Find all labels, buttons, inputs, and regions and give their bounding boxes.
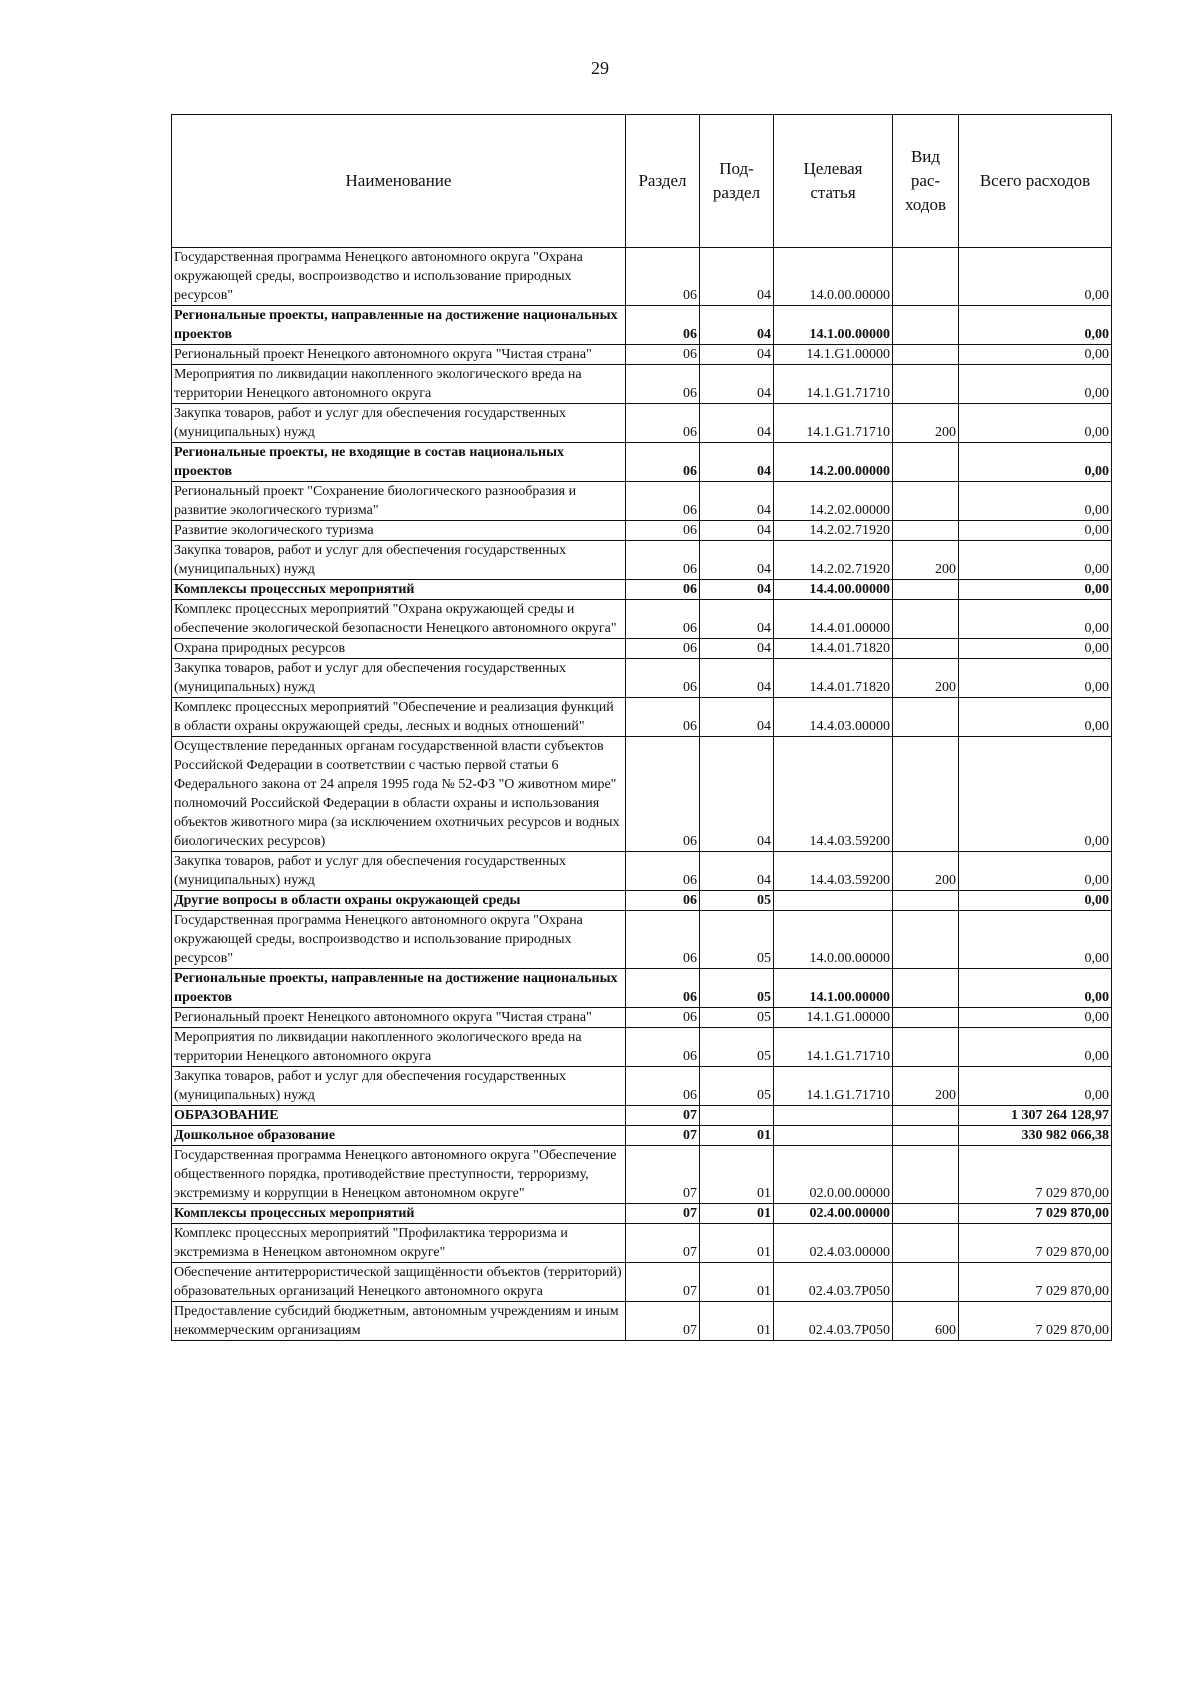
header-total: Всего расходов xyxy=(959,115,1112,248)
cell-vid: 200 xyxy=(893,659,959,698)
cell-total: 0,00 xyxy=(959,443,1112,482)
cell-vid xyxy=(893,1263,959,1302)
cell-total: 0,00 xyxy=(959,580,1112,600)
cell-razdel: 07 xyxy=(626,1263,700,1302)
header-name: Наименование xyxy=(172,115,626,248)
budget-table xyxy=(171,114,1112,1341)
cell-podrazdel: 05 xyxy=(700,1028,774,1067)
cell-total: 0,00 xyxy=(959,248,1112,306)
cell-total: 0,00 xyxy=(959,541,1112,580)
header-razdel: Раздел xyxy=(626,115,700,248)
cell-vid xyxy=(893,1008,959,1028)
cell-podrazdel: 01 xyxy=(700,1146,774,1204)
cell-target: 14.1.G1.71710 xyxy=(774,1067,893,1106)
cell-vid: 200 xyxy=(893,541,959,580)
table-row xyxy=(172,443,1112,482)
cell-podrazdel: 04 xyxy=(700,306,774,345)
table-row xyxy=(172,306,1112,345)
cell-vid xyxy=(893,1224,959,1263)
cell-total: 7 029 870,00 xyxy=(959,1224,1112,1263)
table-body xyxy=(172,248,1112,1341)
cell-razdel: 06 xyxy=(626,1067,700,1106)
cell-total: 0,00 xyxy=(959,404,1112,443)
table-row xyxy=(172,1067,1112,1106)
cell-name: Государственная программа Ненецкого автономного округа "Обеспечение общественного порядка, противодействие преступности, терроризму, экстремизму и коррупции в Ненецком автономном округе" xyxy=(172,1146,626,1204)
cell-target: 02.4.03.7Р050 xyxy=(774,1302,893,1341)
cell-razdel: 06 xyxy=(626,737,700,852)
cell-vid xyxy=(893,1146,959,1204)
cell-vid xyxy=(893,580,959,600)
table-row xyxy=(172,1126,1112,1146)
table-row xyxy=(172,541,1112,580)
header-target xyxy=(774,115,893,248)
table-row xyxy=(172,600,1112,639)
header-vid-text: Вид рас- ходов xyxy=(904,147,947,214)
cell-target: 14.2.00.00000 xyxy=(774,443,893,482)
cell-name: Предоставление субсидий бюджетным, автономным учреждениям и иным некоммерческим организациям xyxy=(172,1302,626,1341)
table-row xyxy=(172,1302,1112,1341)
cell-total: 0,00 xyxy=(959,1028,1112,1067)
header-target-text: Целевая статья xyxy=(803,159,863,202)
cell-name: Закупка товаров, работ и услуг для обеспечения государственных (муниципальных) нужд xyxy=(172,1067,626,1106)
cell-name: Государственная программа Ненецкого автономного округа "Охрана окружающей среды, воспроизводство и использование природных ресурсов" xyxy=(172,911,626,969)
cell-target: 02.4.00.00000 xyxy=(774,1204,893,1224)
cell-razdel: 06 xyxy=(626,639,700,659)
table-row xyxy=(172,1263,1112,1302)
cell-vid: 200 xyxy=(893,404,959,443)
cell-razdel: 06 xyxy=(626,911,700,969)
cell-target: 14.1.00.00000 xyxy=(774,969,893,1008)
cell-podrazdel: 04 xyxy=(700,852,774,891)
cell-name: Комплекс процессных мероприятий "Обеспечение и реализация функций в области охраны окружающей среды, лесных и водных отношений" xyxy=(172,698,626,737)
table-row xyxy=(172,521,1112,541)
cell-razdel: 07 xyxy=(626,1146,700,1204)
cell-podrazdel: 05 xyxy=(700,1067,774,1106)
cell-podrazdel: 01 xyxy=(700,1263,774,1302)
table-row xyxy=(172,1224,1112,1263)
cell-target xyxy=(774,1126,893,1146)
cell-razdel: 06 xyxy=(626,580,700,600)
cell-vid xyxy=(893,891,959,911)
cell-razdel: 06 xyxy=(626,482,700,521)
cell-name: Закупка товаров, работ и услуг для обеспечения государственных (муниципальных) нужд xyxy=(172,659,626,698)
cell-total: 0,00 xyxy=(959,1067,1112,1106)
cell-podrazdel xyxy=(700,1106,774,1126)
cell-razdel: 06 xyxy=(626,698,700,737)
cell-target: 14.4.03.59200 xyxy=(774,737,893,852)
cell-target: 14.4.01.71820 xyxy=(774,659,893,698)
cell-name: Закупка товаров, работ и услуг для обеспечения государственных (муниципальных) нужд xyxy=(172,404,626,443)
cell-total: 1 307 264 128,97 xyxy=(959,1106,1112,1126)
cell-target: 14.4.01.71820 xyxy=(774,639,893,659)
table-row xyxy=(172,248,1112,306)
cell-vid xyxy=(893,1106,959,1126)
cell-razdel: 06 xyxy=(626,852,700,891)
cell-podrazdel: 04 xyxy=(700,443,774,482)
cell-name: Комплекс процессных мероприятий "Профилактика терроризма и экстремизма в Ненецком автономном округе" xyxy=(172,1224,626,1263)
cell-name: Региональный проект Ненецкого автономного округа "Чистая страна" xyxy=(172,345,626,365)
cell-vid xyxy=(893,306,959,345)
cell-target: 14.1.G1.71710 xyxy=(774,365,893,404)
cell-podrazdel: 01 xyxy=(700,1126,774,1146)
cell-vid: 600 xyxy=(893,1302,959,1341)
cell-name: Осуществление переданных органам государственной власти субъектов Российской Федерации в соответствии с частью первой статьи 6 Федерального закона от 24 апреля 1995 года № 52-ФЗ "О животном мире" полномочий Российской Федерации в области охраны и использования объектов животного мира (за исключением охотничьих ресурсов и водных биологических ресурсов) xyxy=(172,737,626,852)
cell-podrazdel: 01 xyxy=(700,1224,774,1263)
cell-podrazdel: 04 xyxy=(700,248,774,306)
cell-podrazdel: 04 xyxy=(700,600,774,639)
cell-target: 14.1.G1.71710 xyxy=(774,1028,893,1067)
table-row xyxy=(172,852,1112,891)
cell-vid xyxy=(893,639,959,659)
cell-razdel: 06 xyxy=(626,443,700,482)
cell-razdel: 07 xyxy=(626,1126,700,1146)
cell-podrazdel: 04 xyxy=(700,698,774,737)
cell-vid: 200 xyxy=(893,1067,959,1106)
cell-podrazdel: 04 xyxy=(700,580,774,600)
cell-podrazdel: 05 xyxy=(700,891,774,911)
table-row xyxy=(172,1106,1112,1126)
page-number: 29 xyxy=(591,58,609,78)
cell-target xyxy=(774,1106,893,1126)
cell-vid xyxy=(893,365,959,404)
cell-total: 0,00 xyxy=(959,600,1112,639)
cell-vid xyxy=(893,1028,959,1067)
cell-name: Закупка товаров, работ и услуг для обеспечения государственных (муниципальных) нужд xyxy=(172,541,626,580)
cell-target: 14.4.03.00000 xyxy=(774,698,893,737)
cell-total: 330 982 066,38 xyxy=(959,1126,1112,1146)
cell-razdel: 07 xyxy=(626,1224,700,1263)
cell-podrazdel: 05 xyxy=(700,911,774,969)
cell-vid xyxy=(893,248,959,306)
table-row xyxy=(172,1028,1112,1067)
cell-total: 0,00 xyxy=(959,521,1112,541)
cell-razdel: 07 xyxy=(626,1302,700,1341)
cell-podrazdel: 01 xyxy=(700,1302,774,1341)
cell-name: Комплексы процессных мероприятий xyxy=(172,1204,626,1224)
cell-target: 14.4.03.59200 xyxy=(774,852,893,891)
cell-target: 02.4.03.7Р050 xyxy=(774,1263,893,1302)
cell-target: 14.1.G1.00000 xyxy=(774,1008,893,1028)
cell-razdel: 06 xyxy=(626,404,700,443)
cell-total: 7 029 870,00 xyxy=(959,1263,1112,1302)
cell-podrazdel: 05 xyxy=(700,1008,774,1028)
cell-name: Развитие экологического туризма xyxy=(172,521,626,541)
cell-total: 0,00 xyxy=(959,345,1112,365)
cell-target: 14.2.02.71920 xyxy=(774,541,893,580)
cell-vid xyxy=(893,969,959,1008)
cell-total: 0,00 xyxy=(959,891,1112,911)
cell-podrazdel: 04 xyxy=(700,365,774,404)
cell-vid xyxy=(893,482,959,521)
cell-target: 14.1.G1.71710 xyxy=(774,404,893,443)
cell-razdel: 06 xyxy=(626,521,700,541)
table-header-row xyxy=(172,115,1112,248)
cell-razdel: 07 xyxy=(626,1204,700,1224)
cell-name: Региональный проект Ненецкого автономного округа "Чистая страна" xyxy=(172,1008,626,1028)
cell-podrazdel: 04 xyxy=(700,659,774,698)
cell-name: Региональный проект "Сохранение биологического разнообразия и развитие экологического туризма" xyxy=(172,482,626,521)
cell-razdel: 06 xyxy=(626,1028,700,1067)
cell-total: 0,00 xyxy=(959,659,1112,698)
cell-razdel: 06 xyxy=(626,600,700,639)
table-row xyxy=(172,891,1112,911)
table-row xyxy=(172,1204,1112,1224)
cell-razdel: 06 xyxy=(626,306,700,345)
header-podrazdel-text: Под- раздел xyxy=(712,159,761,202)
table-row xyxy=(172,737,1112,852)
table-row xyxy=(172,365,1112,404)
cell-vid xyxy=(893,1204,959,1224)
cell-vid xyxy=(893,443,959,482)
cell-podrazdel: 04 xyxy=(700,737,774,852)
table-row xyxy=(172,698,1112,737)
cell-total: 0,00 xyxy=(959,911,1112,969)
cell-vid xyxy=(893,345,959,365)
cell-target: 14.4.00.00000 xyxy=(774,580,893,600)
cell-total: 7 029 870,00 xyxy=(959,1204,1112,1224)
cell-name: Региональные проекты, направленные на достижение национальных проектов xyxy=(172,969,626,1008)
cell-podrazdel: 04 xyxy=(700,639,774,659)
cell-name: Другие вопросы в области охраны окружающей среды xyxy=(172,891,626,911)
cell-total: 0,00 xyxy=(959,852,1112,891)
cell-target: 02.0.00.00000 xyxy=(774,1146,893,1204)
cell-target: 14.1.00.00000 xyxy=(774,306,893,345)
cell-razdel: 06 xyxy=(626,1008,700,1028)
cell-total: 0,00 xyxy=(959,639,1112,659)
cell-total: 0,00 xyxy=(959,482,1112,521)
cell-name: Закупка товаров, работ и услуг для обеспечения государственных (муниципальных) нужд xyxy=(172,852,626,891)
cell-name: Мероприятия по ликвидации накопленного экологического вреда на территории Ненецкого автономного округа xyxy=(172,365,626,404)
table-row xyxy=(172,1008,1112,1028)
cell-razdel: 06 xyxy=(626,345,700,365)
cell-vid xyxy=(893,911,959,969)
cell-name: Комплексы процессных мероприятий xyxy=(172,580,626,600)
header-vid xyxy=(893,115,959,248)
cell-podrazdel: 04 xyxy=(700,345,774,365)
table-row xyxy=(172,639,1112,659)
cell-razdel: 06 xyxy=(626,248,700,306)
cell-total: 0,00 xyxy=(959,1008,1112,1028)
cell-total: 0,00 xyxy=(959,698,1112,737)
header-podrazdel xyxy=(700,115,774,248)
cell-target: 14.2.02.00000 xyxy=(774,482,893,521)
cell-name: Охрана природных ресурсов xyxy=(172,639,626,659)
cell-total: 0,00 xyxy=(959,365,1112,404)
cell-total: 7 029 870,00 xyxy=(959,1302,1112,1341)
table-row xyxy=(172,482,1112,521)
table-row xyxy=(172,969,1112,1008)
cell-total: 7 029 870,00 xyxy=(959,1146,1112,1204)
cell-target: 14.4.01.00000 xyxy=(774,600,893,639)
cell-vid xyxy=(893,600,959,639)
cell-target: 14.2.02.71920 xyxy=(774,521,893,541)
cell-target: 14.1.G1.00000 xyxy=(774,345,893,365)
cell-name: Региональные проекты, направленные на достижение национальных проектов xyxy=(172,306,626,345)
cell-razdel: 06 xyxy=(626,659,700,698)
cell-vid xyxy=(893,698,959,737)
cell-podrazdel: 01 xyxy=(700,1204,774,1224)
cell-razdel: 07 xyxy=(626,1106,700,1126)
cell-name: Комплекс процессных мероприятий "Охрана окружающей среды и обеспечение экологической безопасности Ненецкого автономного округа" xyxy=(172,600,626,639)
cell-razdel: 06 xyxy=(626,365,700,404)
cell-total: 0,00 xyxy=(959,306,1112,345)
table-row xyxy=(172,345,1112,365)
table-row xyxy=(172,659,1112,698)
cell-target: 02.4.03.00000 xyxy=(774,1224,893,1263)
cell-podrazdel: 05 xyxy=(700,969,774,1008)
cell-razdel: 06 xyxy=(626,891,700,911)
table-row xyxy=(172,1146,1112,1204)
cell-vid xyxy=(893,521,959,541)
cell-name: Государственная программа Ненецкого автономного округа "Охрана окружающей среды, воспроизводство и использование природных ресурсов" xyxy=(172,248,626,306)
cell-vid xyxy=(893,1126,959,1146)
cell-name: ОБРАЗОВАНИЕ xyxy=(172,1106,626,1126)
cell-podrazdel: 04 xyxy=(700,541,774,580)
cell-total: 0,00 xyxy=(959,737,1112,852)
cell-target: 14.0.00.00000 xyxy=(774,248,893,306)
cell-vid xyxy=(893,737,959,852)
cell-podrazdel: 04 xyxy=(700,482,774,521)
cell-razdel: 06 xyxy=(626,541,700,580)
cell-name: Дошкольное образование xyxy=(172,1126,626,1146)
cell-target xyxy=(774,891,893,911)
cell-total: 0,00 xyxy=(959,969,1112,1008)
cell-vid: 200 xyxy=(893,852,959,891)
cell-name: Региональные проекты, не входящие в состав национальных проектов xyxy=(172,443,626,482)
cell-podrazdel: 04 xyxy=(700,404,774,443)
cell-name: Обеспечение антитеррористической защищённости объектов (территорий) образовательных организаций Ненецкого автономного округа xyxy=(172,1263,626,1302)
cell-target: 14.0.00.00000 xyxy=(774,911,893,969)
cell-razdel: 06 xyxy=(626,969,700,1008)
cell-podrazdel: 04 xyxy=(700,521,774,541)
table-row xyxy=(172,404,1112,443)
table-row xyxy=(172,580,1112,600)
cell-name: Мероприятия по ликвидации накопленного экологического вреда на территории Ненецкого автономного округа xyxy=(172,1028,626,1067)
table-row xyxy=(172,911,1112,969)
